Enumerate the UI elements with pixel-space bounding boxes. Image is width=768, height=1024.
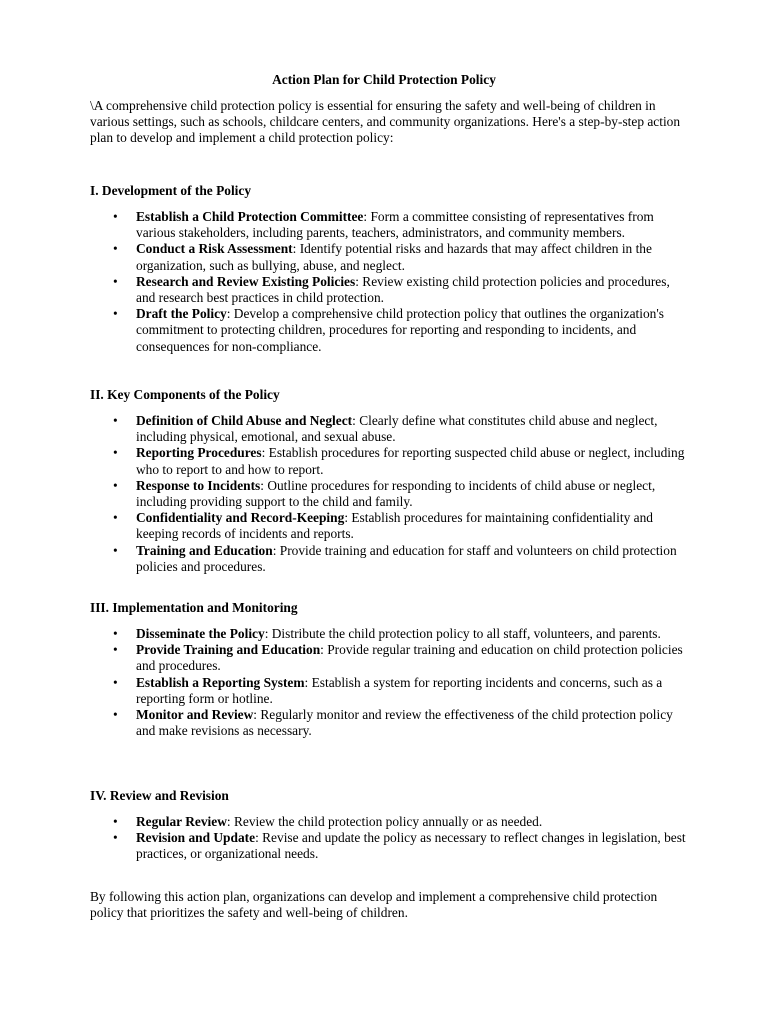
document-title: Action Plan for Child Protection Policy [272,72,496,87]
list-item-text: : Develop a comprehensive child protection policy that outlines the organization's commitment to protecting children, procedures for reporting and responding to incidents, and consequences for non-compliance. [136,306,664,354]
list-item-text: : Establish a system for reporting incidents and concerns, such as a reporting form or hotline. [136,674,663,706]
list-item [90,543,690,575]
list-item-term: Reporting Procedures [136,445,262,461]
list-item [90,241,690,273]
list-item-text: : Revise and update the policy as necessary to reflect changes in legislation, best practices, or organizational needs. [136,830,686,862]
list-item [90,209,690,241]
list-item-term: Confidentiality and Record-Keeping [136,510,345,526]
list-item [90,642,690,674]
list-item-text: : Identify potential risks and hazards that may affect children in the organization, such as bullying, abuse, and neglect. [136,241,652,273]
list-item-term: Establish a Reporting System [136,674,305,690]
list-item [90,413,690,445]
list-item-text: : Distribute the child protection policy to all staff, volunteers, and parents. [264,626,661,641]
list-item [90,274,690,306]
list-item [90,830,690,862]
intro-paragraph: \A comprehensive child protection policy is essential for ensuring the safety and well-being of children in various settings, such as schools, childcare centers, and community organizations. Here's a step-by-step action plan to develop and implement a child protection policy: [90,98,681,146]
list-item-text: : Establish procedures for maintaining confidentiality and keeping records of incidents and reports. [136,510,653,542]
list-item [90,306,690,355]
list-item-term: Establish a Child Protection Committee [136,209,364,224]
list-item [90,707,690,739]
list-item [90,626,690,642]
section-list-key-components [90,413,690,575]
list-item [90,478,690,510]
list-item-text: : Form a committee consisting of representatives from various stakeholders, including parents, teachers, administrators, and community members. [136,209,654,241]
list-item-text: : Establish procedures for reporting suspected child abuse or neglect, including who to report to and how to report. [136,445,685,477]
section-list-implementation [90,626,690,739]
list-item-text: : Review existing child protection policies and procedures, and research best practices in child protection. [136,273,670,306]
list-item-term: Research and Review Existing Policies [136,273,356,289]
section-heading-development: I. Development of the Policy [90,183,252,198]
list-item-term: Draft the Policy [136,306,227,322]
list-item-term: Monitor and Review [136,707,254,723]
list-item-text: : Regularly monitor and review the effectiveness of the child protection policy and make revisions as necessary. [136,707,673,739]
section-list-development [90,209,690,355]
section-heading-key-components: II. Key Components of the Policy [90,387,280,402]
list-item-term: Definition of Child Abuse and Neglect [136,413,353,428]
list-item [90,675,690,707]
list-item-term: Response to Incidents [136,477,261,493]
list-item-term: Provide Training and Education [136,642,321,658]
list-item [90,510,690,542]
list-item-text: : Clearly define what constitutes child abuse and neglect, including physical, emotional, and sexual abuse. [136,413,658,445]
list-item-term: Revision and Update [136,830,256,846]
list-item-text: : Provide regular training and education on child protection policies and procedures. [136,642,683,674]
list-item [90,445,690,477]
section-list-review [90,814,690,863]
list-item-text: : Review the child protection policy annually or as needed. [226,814,543,829]
list-item-term: Conduct a Risk Assessment [136,241,293,257]
list-item-term: Regular Review [136,814,227,829]
list-item-text: : Outline procedures for responding to incidents of child abuse or neglect, including providing support to the child and family. [136,477,656,510]
section-heading-implementation: III. Implementation and Monitoring [90,600,298,615]
section-heading-review: IV. Review and Revision [90,788,229,803]
list-item-term: Disseminate the Policy [136,626,265,641]
conclusion-paragraph: By following this action plan, organizations can develop and implement a comprehensive child protection policy that prioritizes the safety and well-being of children. [90,889,658,921]
list-item [90,814,690,830]
list-item-text: : Provide training and education for staff and volunteers on child protection policies and procedures. [136,542,677,574]
list-item-term: Training and Education [136,542,273,558]
